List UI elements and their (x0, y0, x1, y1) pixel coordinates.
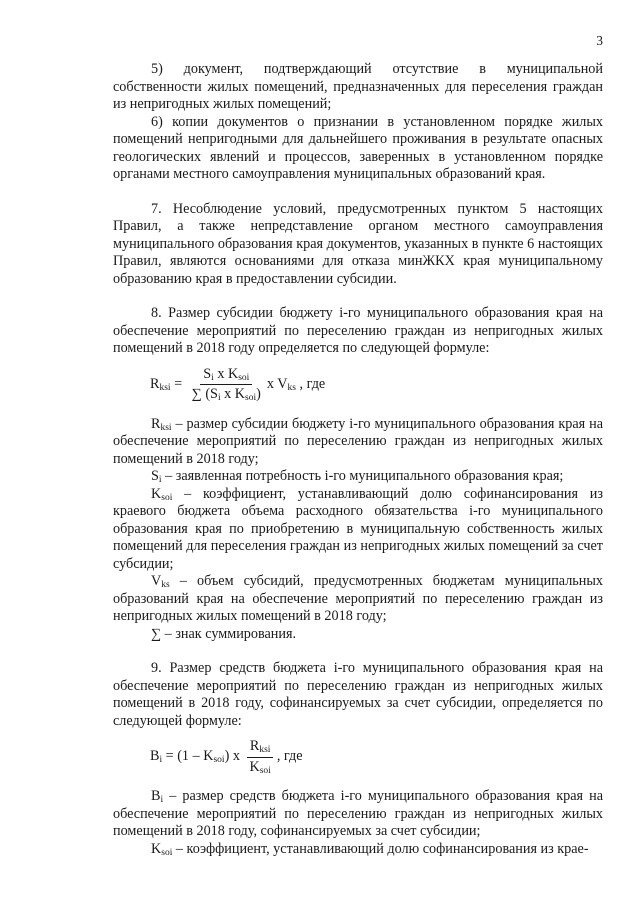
section-8-intro: 8. Размер субсидии бюджету i-го муниципального образования края на обеспечение мероприятий по переселению граждан из непригодных жилых помещений в 2018 году определяется по следующей формуле: (113, 305, 603, 356)
fraction-numerator: $S_i$ x $K_{soi}$ (200, 366, 252, 386)
formula-subsidy (150, 363, 603, 407)
definition-item: $B_i$ – размер средств бюджета i-го муниципального образования края на обеспечение мероприятий по переселению граждан из непригодных жилых помещений в 2018 году, софинансируемых за счет субсидии; (113, 788, 603, 839)
formula-tail: , где (276, 748, 303, 765)
fraction-numerator: $R_{ksi}$ (247, 738, 274, 758)
definition-item: $S_i$ – заявленная потребность i-го муниципального образования края; (151, 468, 564, 485)
formula-equals: = (170, 375, 186, 392)
definition-item: $R_{ksi}$ – размер субсидии бюджету i-го муниципального образования края на обеспечение мероприятий по переселению граждан из непригодных жилых помещений в 2018 году; (113, 415, 603, 467)
definition-item: $K_{soi}$ – коэффициент, устанавливающий долю софинансирования из краевого бюджета объема расходного обязательства i-го муниципального образования края по приобретению в муниципальную собственность жилых помещений для переселения граждан из непригодных жилых помещений за счет субсидии; (113, 485, 603, 572)
section-7: 7. Несоблюдение условий, предусмотренных пунктом 5 настоящих Правил, а также непредставление органом местного самоуправления муниципального образования края документов, указанных в пункте 6 настоящих Правил, являются основаниями для отказа минЖКХ края муниципальному образованию края в предоставлении субсидии. (113, 200, 603, 287)
section-8-definitions (113, 416, 603, 644)
formula-fraction (189, 366, 264, 404)
fraction-denominator: ∑ ($S_i$ x $K_{soi}$) (191, 386, 261, 403)
section-9-definitions (113, 788, 603, 858)
formula-symbol: $R_{ksi}$ (150, 375, 171, 393)
list-item-6: 6) копии документов о признании в установленном порядке жилых помещений непригодными для дальнейшего проживания в результате опасных геологических явлений и процессов, заверенных в установленном порядке органами местного самоуправления муниципальных образований края. (113, 113, 603, 182)
definition-item: $K_{soi}$ – коэффициент, устанавливающий долю софинансирования из крае- (151, 840, 589, 858)
section-9-intro: 9. Размер средств бюджета i-го муниципального образования края на обеспечение мероприятий по переселению граждан из непригодных жилых помещений в 2018 году, софинансируемых за счет субсидии, определяется по следующей формуле: (113, 660, 603, 729)
formula-symbol: $B_i = (1 - K_{soi})$ x (150, 748, 244, 766)
formula-multiplier: x $V_{ks}$ , где (266, 375, 326, 393)
page-number: 3 (596, 33, 603, 48)
formula-budget (150, 735, 603, 779)
document-body (113, 61, 603, 858)
list-item-5: 5) документ, подтверждающий отсутствие в муниципальной собственности жилых помещений, предназначенных для переселения граждан из непригодных жилых помещений; (113, 61, 603, 112)
definition-item: ∑ – знак суммирования. (151, 625, 297, 642)
definition-item: $V_{ks}$ – объем субсидий, предусмотренных бюджетам муниципальных образований края на обеспечение мероприятий по переселению граждан из непригодных жилых помещений в 2018 году; (113, 573, 603, 624)
formula-fraction (246, 738, 273, 776)
fraction-denominator: $K_{soi}$ (249, 758, 271, 776)
